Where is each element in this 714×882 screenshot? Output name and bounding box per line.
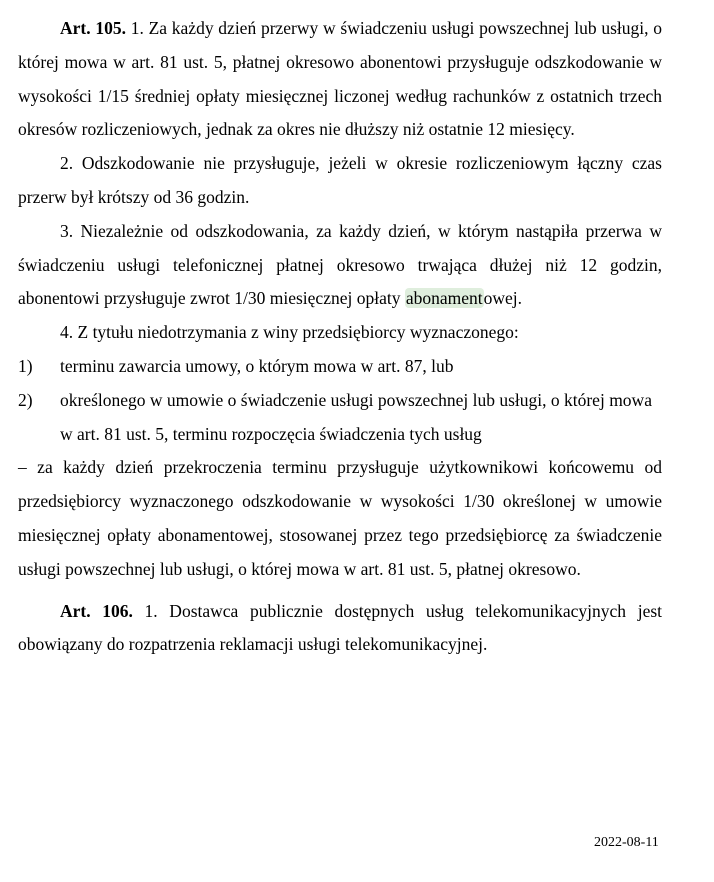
footer-date: 2022-08-11 [594, 835, 659, 850]
art-105-paragraph-2: 2. Odszkodowanie nie przysługuje, jeżeli w okresie rozliczeniowym łączny czas przerw był krótszy od 36 godzin. [18, 153, 662, 207]
art-105-paragraph-4-tail: – za każdy dzień przekroczenia terminu przysługuje użytkownikowi końcowemu od przedsiębiorcy wyznaczonego odszkodowanie w wysokości 1/30 określonej w umowie miesięcznej opłaty abonamentowej, stosowanej przez tego przedsiębiorcę za świadczenie usługi powszechnej lub usługi, o której mowa w art. 81 ust. 5, płatnej okresowo. [18, 457, 662, 579]
paragraph-spacer [18, 587, 662, 595]
art-105-paragraph-4: 4. Z tytułu niedotrzymania z winy przedsiębiorcy wyznaczonego: [60, 322, 519, 343]
paragraph-text: 1. Dostawca publicznie dostępnych usług telekomunikacyjnych jest obowiązany do rozpatrzenia reklamacji usługi telekomunikacyjnej. [18, 600, 663, 655]
article-number: Art. 105. [60, 18, 126, 38]
paragraph-text: 1. Za każdy dzień przerwy w świadczeniu usługi powszechnej lub usługi, o której mowa w art. 81 ust. 5, płatnej okresowo abonentowi przysługuje odszkodowanie w wysokości 1/15 średniej opłaty miesięcznej liczonej według rachunków z ostatnich trzech okresów rozliczeniowych, jednak za okres nie dłuższy niż ostatnie 12 miesięcy. [18, 18, 662, 140]
list-number: 1) [18, 355, 33, 376]
list-number: 2) [18, 389, 33, 410]
list-item-text: określonego w umowie o świadczenie usługi powszechnej lub usługi, o której mowa w art. 81 ust. 5, terminu rozpoczęcia świadczenia tych usług [60, 389, 652, 444]
list-item [18, 350, 662, 384]
art-106-paragraph-1 [18, 595, 662, 663]
highlighted-text[interactable]: abonament [405, 288, 483, 309]
article-number: Art. 106. [60, 600, 133, 621]
list-item [18, 384, 662, 452]
paragraph-text: owej. [483, 288, 523, 309]
art-105-paragraph-1 [18, 12, 662, 147]
art-105-paragraph-3 [18, 215, 662, 316]
list-item-text: terminu zawarcia umowy, o którym mowa w art. 87, lub [60, 355, 454, 376]
paragraph-text: 3. Niezależnie od odszkodowania, za każdy dzień, w którym nastąpiła przerwa w świadczeniu usługi telefonicznej płatnej okresowo trwająca dłużej niż 12 godzin, abonentowi przysługuje zwrot 1/30 miesięcznej opłaty [18, 220, 662, 309]
